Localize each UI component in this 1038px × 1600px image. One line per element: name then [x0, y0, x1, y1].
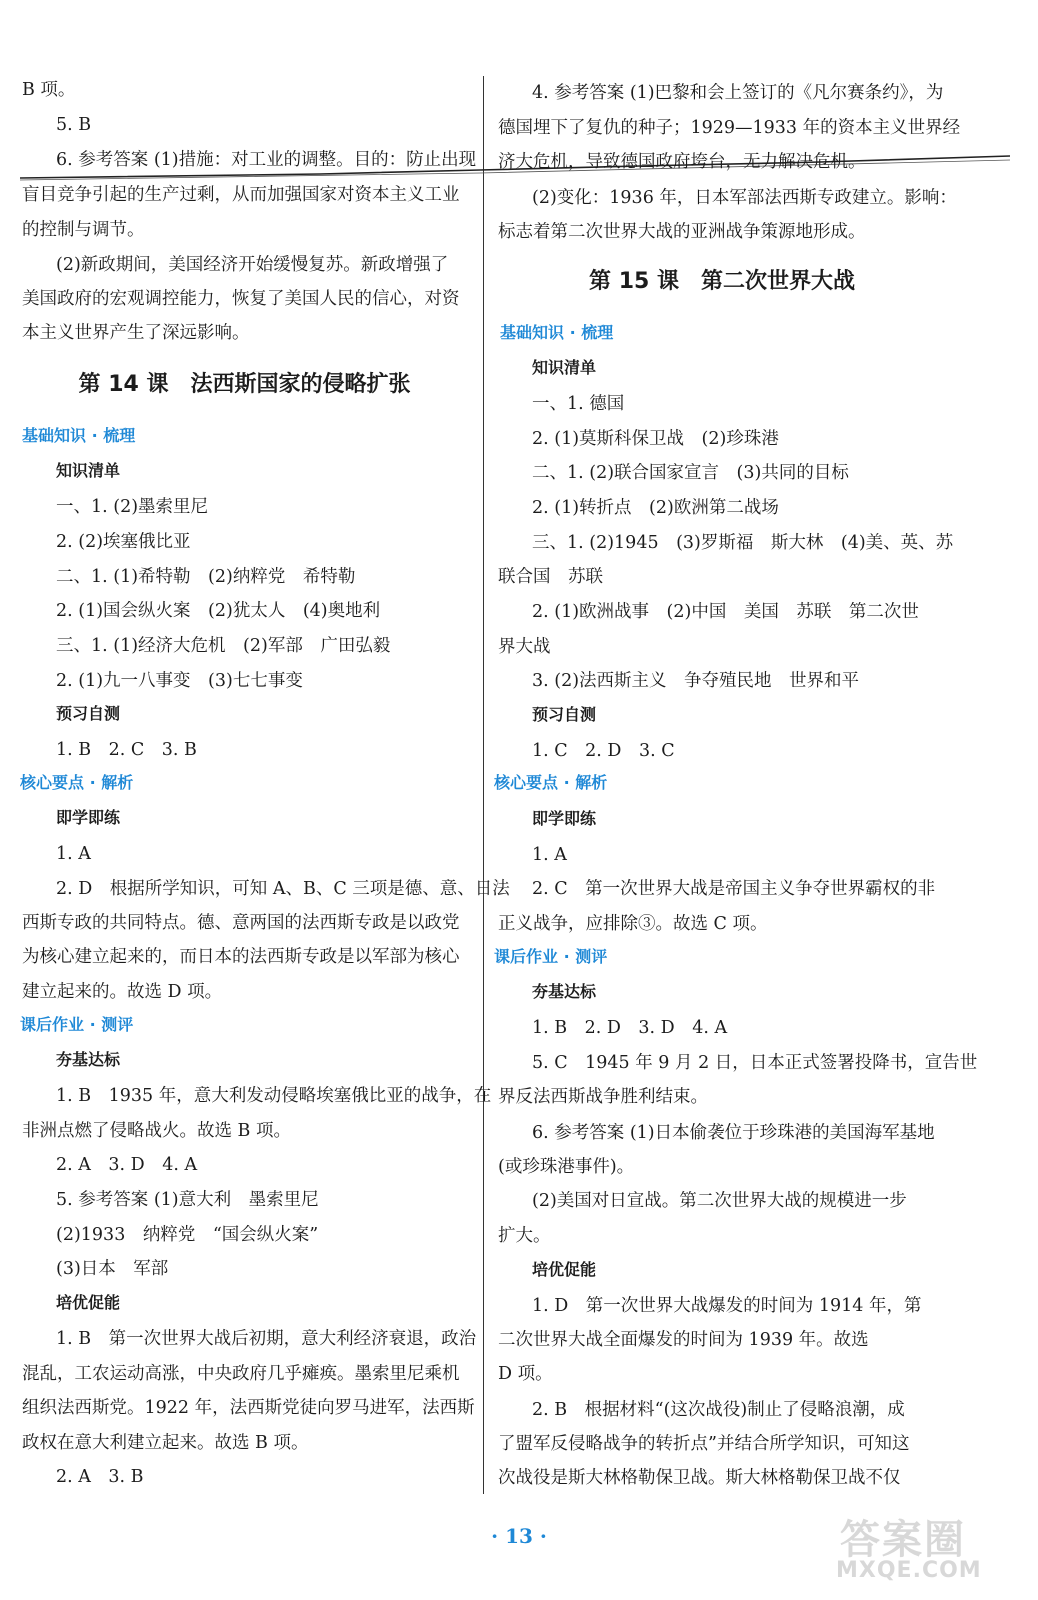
subsection-label: 预习自测: [532, 705, 597, 724]
text-line: B 项。: [22, 80, 76, 100]
text-line: 2. (1)九一八事变 (3)七七事变: [56, 671, 303, 691]
text-line: 2. (1)国会纵火案 (2)犹太人 (4)奥地利: [56, 601, 381, 621]
text-line: 2. B 根据材料“(这次战役)制止了侵略浪潮，成: [532, 1400, 905, 1420]
text-line: 界大战: [498, 637, 551, 657]
text-line: 的控制与调节。: [22, 220, 145, 240]
text-line: 1. A: [56, 844, 91, 864]
text-line: 扩大。: [498, 1226, 551, 1246]
section-header: 核心要点 · 解析: [494, 773, 608, 792]
text-line: 了盟军反侵略战争的转折点”并结合所学知识，可知这: [498, 1434, 910, 1454]
subsection-label: 预习自测: [56, 704, 121, 723]
text-line: 混乱，工农运动高涨，中央政府几乎瘫痪。墨索里尼乘机: [22, 1364, 460, 1384]
section-header: 课后作业 · 测评: [20, 1015, 134, 1034]
text-line: 济大危机，导致德国政府垮台，无力解决危机。: [498, 152, 866, 172]
subsection-label: 知识清单: [56, 461, 121, 480]
text-line: 界反法西斯战争胜利结束。: [498, 1087, 708, 1107]
text-line: 德国埋下了复仇的种子；1929—1933 年的资本主义世界经: [498, 118, 961, 138]
text-line: 非洲点燃了侵略战火。故选 B 项。: [22, 1121, 291, 1141]
watermark-text: 答案圈: [840, 1517, 966, 1563]
text-line: 二次世界大战全面爆发的时间为 1939 年。故选: [498, 1330, 869, 1350]
subsection-label: 知识清单: [532, 358, 597, 377]
text-line: (2)变化：1936 年，日本军部法西斯专政建立。影响：: [532, 188, 957, 208]
text-line: (3)日本 军部: [56, 1259, 169, 1279]
text-line: 1. B 2. D 3. D 4. A: [532, 1018, 728, 1038]
text-line: 2. (1)莫斯科保卫战 (2)珍珠港: [532, 429, 779, 449]
text-line: 盲目竞争引起的生产过剩，从而加强国家对资本主义工业: [22, 185, 460, 205]
text-line: 组织法西斯党。1922 年，法西斯党徒向罗马进军，法西斯: [22, 1398, 475, 1418]
text-line: 西斯专政的共同特点。德、意两国的法西斯专政是以政党: [22, 913, 460, 933]
subsection-label: 即学即练: [532, 809, 597, 828]
text-line: 为核心建立起来的，而日本的法西斯专政是以军部为核心: [22, 947, 460, 967]
text-line: 1. A: [532, 845, 567, 865]
subsection-label: 培优促能: [56, 1293, 121, 1312]
text-line: 一、1. (2)墨索里尼: [56, 497, 209, 517]
watermark-url: MXQE.COM: [836, 1558, 982, 1583]
subsection-label: 夯基达标: [532, 982, 597, 1001]
lesson-title: 第 15 课 第二次世界大战: [589, 269, 855, 294]
subsection-label: 培优促能: [532, 1260, 597, 1279]
text-line: 政权在意大利建立起来。故选 B 项。: [22, 1433, 309, 1453]
column-divider: [483, 76, 484, 1494]
text-line: 2. C 第一次世界大战是帝国主义争夺世界霸权的非: [532, 879, 936, 899]
text-line: 三、1. (2)1945 (3)罗斯福 斯大林 (4)美、英、苏: [532, 533, 954, 553]
text-line: 1. B 1935 年，意大利发动侵略埃塞俄比亚的战争，在: [56, 1086, 492, 1106]
lesson-title: 第 14 课 法西斯国家的侵略扩张: [78, 372, 411, 397]
text-line: (2)美国对日宣战。第二次世界大战的规模进一步: [532, 1191, 907, 1211]
text-line: D 项。: [498, 1364, 553, 1384]
text-line: 二、1. (1)希特勒 (2)纳粹党 希特勒: [56, 567, 356, 587]
text-line: 建立起来的。故选 D 项。: [22, 982, 223, 1002]
text-line: 美国政府的宏观调控能力，恢复了美国人民的信心，对资: [22, 289, 460, 309]
text-line: 6. 参考答案 (1)措施：对工业的调整。目的：防止出现: [56, 150, 477, 170]
section-header: 核心要点 · 解析: [20, 773, 134, 792]
text-line: 2. (1)转折点 (2)欧洲第二战场: [532, 498, 779, 518]
text-line: 2. (1)欧洲战事 (2)中国 美国 苏联 第二次世: [532, 602, 919, 622]
text-line: 2. A 3. D 4. A: [56, 1155, 198, 1175]
text-line: (2)新政期间，美国经济开始缓慢复苏。新政增强了: [56, 255, 449, 275]
text-line: 5. B: [56, 115, 92, 135]
subsection-label: 夯基达标: [56, 1050, 121, 1069]
text-line: 标志着第二次世界大战的亚洲战争策源地形成。: [498, 222, 866, 242]
section-header: 基础知识 · 梳理: [22, 426, 136, 445]
text-line: 1. D 第一次世界大战爆发的时间为 1914 年，第: [532, 1296, 922, 1316]
section-header: 课后作业 · 测评: [494, 947, 608, 966]
text-line: 1. B 第一次世界大战后初期，意大利经济衰退，政治: [56, 1329, 477, 1349]
text-line: 6. 参考答案 (1)日本偷袭位于珍珠港的美国海军基地: [532, 1123, 935, 1143]
text-line: 2. (2)埃塞俄比亚: [56, 532, 191, 552]
text-line: 二、1. (2)联合国家宣言 (3)共同的目标: [532, 463, 849, 483]
text-line: 1. C 2. D 3. C: [532, 741, 675, 761]
text-line: 正义战争，应排除③。故选 C 项。: [498, 914, 768, 934]
watermark-logo: [800, 1508, 1030, 1590]
text-line: (或珍珠港事件)。: [498, 1157, 635, 1177]
text-line: (2)1933 纳粹党 “国会纵火案”: [56, 1225, 319, 1245]
text-line: 2. A 3. B: [56, 1467, 144, 1487]
text-line: 5. C 1945 年 9 月 2 日，日本正式签署投降书，宣告世: [532, 1053, 978, 1073]
text-line: 3. (2)法西斯主义 争夺殖民地 世界和平: [532, 671, 860, 691]
text-line: 本主义世界产生了深远影响。: [22, 323, 250, 343]
text-line: 一、1. 德国: [532, 394, 625, 414]
text-line: 4. 参考答案 (1)巴黎和会上签订的《凡尔赛条约》，为: [532, 83, 944, 103]
section-header: 基础知识 · 梳理: [500, 323, 614, 342]
text-line: 次战役是斯大林格勒保卫战。斯大林格勒保卫战不仅: [498, 1468, 901, 1488]
subsection-label: 即学即练: [56, 808, 121, 827]
page-number: · 13 ·: [491, 1524, 547, 1548]
text-line: 三、1. (1)经济大危机 (2)军部 广田弘毅: [56, 636, 391, 656]
text-line: 联合国 苏联: [498, 567, 603, 587]
text-line: 1. B 2. C 3. B: [56, 740, 197, 760]
text-line: 2. D 根据所学知识，可知 A、B、C 三项是德、意、日法: [56, 879, 510, 899]
text-line: 5. 参考答案 (1)意大利 墨索里尼: [56, 1190, 319, 1210]
